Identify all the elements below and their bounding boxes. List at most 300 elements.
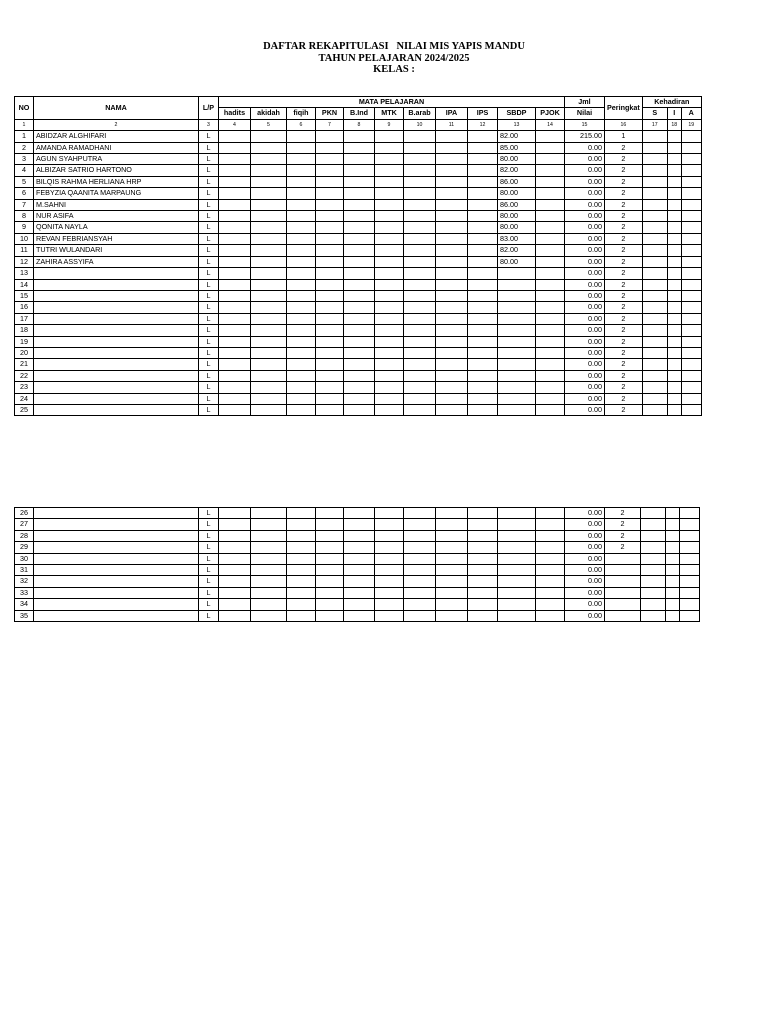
cell-subject bbox=[404, 519, 436, 530]
cell-subject bbox=[468, 393, 498, 404]
table-row bbox=[15, 268, 702, 279]
table-row bbox=[15, 404, 702, 415]
cell-subject bbox=[316, 268, 344, 279]
cell-lp: L bbox=[199, 359, 219, 370]
cell-peringkat: 2 bbox=[605, 268, 643, 279]
cell-subject bbox=[251, 302, 287, 313]
cell-sbdp bbox=[498, 610, 536, 621]
cell-sbdp bbox=[498, 382, 536, 393]
cell-attendance bbox=[667, 325, 681, 336]
cell-attendance bbox=[667, 370, 681, 381]
cell-peringkat: 2 bbox=[605, 142, 643, 153]
column-index: 10 bbox=[404, 119, 436, 130]
table-row bbox=[15, 290, 702, 301]
cell-subject bbox=[344, 199, 375, 210]
cell-no: 10 bbox=[15, 233, 34, 244]
cell-subject bbox=[219, 233, 251, 244]
cell-subject bbox=[404, 199, 436, 210]
cell-no: 3 bbox=[15, 154, 34, 165]
cell-attendance bbox=[681, 211, 701, 222]
cell-jml: 0.00 bbox=[565, 542, 605, 553]
cell-pjok bbox=[536, 587, 565, 598]
cell-nama bbox=[34, 610, 199, 621]
cell-attendance bbox=[666, 565, 680, 576]
cell-pjok bbox=[536, 256, 565, 267]
cell-jml: 0.00 bbox=[565, 599, 605, 610]
cell-subject bbox=[436, 188, 468, 199]
cell-attendance bbox=[681, 165, 701, 176]
table-row bbox=[15, 530, 700, 541]
cell-attendance bbox=[667, 256, 681, 267]
cell-nama: FEBYZIA QAANITA MARPAUNG bbox=[34, 188, 199, 199]
cell-attendance bbox=[642, 302, 667, 313]
cell-subject bbox=[287, 565, 316, 576]
cell-sbdp bbox=[498, 313, 536, 324]
cell-subject bbox=[251, 290, 287, 301]
cell-subject bbox=[287, 313, 316, 324]
cell-subject bbox=[219, 199, 251, 210]
cell-no: 33 bbox=[15, 587, 34, 598]
subject-header: akidah bbox=[251, 108, 287, 119]
cell-subject bbox=[468, 188, 498, 199]
cell-no: 28 bbox=[15, 530, 34, 541]
cell-pjok bbox=[536, 382, 565, 393]
cell-subject bbox=[251, 587, 287, 598]
cell-subject bbox=[468, 404, 498, 415]
table-row bbox=[15, 393, 702, 404]
cell-nama bbox=[34, 519, 199, 530]
cell-attendance bbox=[681, 142, 701, 153]
cell-subject bbox=[436, 530, 468, 541]
cell-attendance bbox=[680, 599, 700, 610]
cell-subject bbox=[344, 370, 375, 381]
cell-pjok bbox=[536, 359, 565, 370]
cell-subject bbox=[468, 256, 498, 267]
cell-jml: 0.00 bbox=[565, 256, 605, 267]
col-nama-header: NAMA bbox=[34, 97, 199, 120]
column-index: 2 bbox=[34, 119, 199, 130]
cell-subject bbox=[219, 222, 251, 233]
cell-subject bbox=[251, 565, 287, 576]
cell-peringkat bbox=[605, 587, 641, 598]
cell-jml: 0.00 bbox=[565, 404, 605, 415]
cell-subject bbox=[287, 290, 316, 301]
cell-jml: 0.00 bbox=[565, 211, 605, 222]
cell-subject bbox=[436, 325, 468, 336]
cell-peringkat: 2 bbox=[605, 176, 643, 187]
column-index: 13 bbox=[498, 119, 536, 130]
cell-lp: L bbox=[199, 519, 219, 530]
cell-subject bbox=[287, 542, 316, 553]
cell-jml: 0.00 bbox=[565, 302, 605, 313]
table-row bbox=[15, 176, 702, 187]
cell-subject bbox=[468, 142, 498, 153]
cell-peringkat: 2 bbox=[605, 508, 641, 519]
cell-subject bbox=[404, 336, 436, 347]
cell-pjok bbox=[536, 268, 565, 279]
cell-subject bbox=[344, 313, 375, 324]
cell-subject bbox=[375, 610, 404, 621]
report-title-block bbox=[0, 41, 768, 76]
cell-attendance bbox=[681, 188, 701, 199]
table-row bbox=[15, 222, 702, 233]
cell-sbdp bbox=[498, 325, 536, 336]
cell-subject bbox=[375, 290, 404, 301]
cell-subject bbox=[375, 142, 404, 153]
cell-attendance bbox=[666, 576, 680, 587]
cell-subject bbox=[404, 222, 436, 233]
subject-header: PKN bbox=[316, 108, 344, 119]
cell-peringkat: 2 bbox=[605, 359, 643, 370]
cell-jml: 0.00 bbox=[565, 199, 605, 210]
cell-attendance bbox=[680, 610, 700, 621]
cell-lp: L bbox=[199, 256, 219, 267]
cell-attendance bbox=[681, 382, 701, 393]
cell-subject bbox=[344, 302, 375, 313]
table-row bbox=[15, 313, 702, 324]
cell-lp: L bbox=[199, 211, 219, 222]
cell-subject bbox=[287, 176, 316, 187]
cell-subject bbox=[219, 565, 251, 576]
cell-sbdp bbox=[498, 279, 536, 290]
cell-lp: L bbox=[199, 290, 219, 301]
cell-subject bbox=[468, 519, 498, 530]
cell-sbdp: 86.00 bbox=[498, 176, 536, 187]
cell-sbdp bbox=[498, 576, 536, 587]
cell-subject bbox=[344, 279, 375, 290]
cell-no: 35 bbox=[15, 610, 34, 621]
cell-subject bbox=[316, 530, 344, 541]
subject-header: IPA bbox=[436, 108, 468, 119]
cell-peringkat bbox=[605, 610, 641, 621]
class-label: KELAS : bbox=[373, 64, 415, 75]
cell-subject bbox=[316, 188, 344, 199]
cell-no: 8 bbox=[15, 211, 34, 222]
cell-peringkat: 2 bbox=[605, 279, 643, 290]
cell-attendance bbox=[680, 576, 700, 587]
cell-peringkat: 1 bbox=[605, 131, 643, 142]
table-row bbox=[15, 610, 700, 621]
column-index: 17 bbox=[642, 119, 667, 130]
cell-subject bbox=[344, 519, 375, 530]
column-index: 12 bbox=[468, 119, 498, 130]
cell-subject bbox=[287, 370, 316, 381]
cell-subject bbox=[344, 404, 375, 415]
cell-nama bbox=[34, 382, 199, 393]
cell-pjok bbox=[536, 165, 565, 176]
cell-no: 19 bbox=[15, 336, 34, 347]
cell-subject bbox=[287, 222, 316, 233]
cell-pjok bbox=[536, 553, 565, 564]
cell-jml: 0.00 bbox=[565, 290, 605, 301]
cell-nama: REVAN FEBRIANSYAH bbox=[34, 233, 199, 244]
cell-peringkat: 2 bbox=[605, 211, 643, 222]
cell-sbdp: 85.00 bbox=[498, 142, 536, 153]
cell-subject bbox=[468, 222, 498, 233]
cell-subject bbox=[375, 279, 404, 290]
cell-subject bbox=[287, 233, 316, 244]
cell-subject bbox=[375, 188, 404, 199]
cell-sbdp bbox=[498, 290, 536, 301]
cell-attendance bbox=[642, 313, 667, 324]
cell-nama: NUR ASIFA bbox=[34, 211, 199, 222]
cell-attendance bbox=[667, 142, 681, 153]
table-row bbox=[15, 508, 700, 519]
cell-subject bbox=[219, 508, 251, 519]
cell-jml: 0.00 bbox=[565, 359, 605, 370]
cell-subject bbox=[316, 165, 344, 176]
cell-sbdp bbox=[498, 359, 536, 370]
cell-attendance bbox=[666, 599, 680, 610]
cell-jml: 0.00 bbox=[565, 245, 605, 256]
cell-no: 1 bbox=[15, 131, 34, 142]
cell-pjok bbox=[536, 142, 565, 153]
cell-subject bbox=[316, 336, 344, 347]
cell-subject bbox=[316, 245, 344, 256]
cell-subject bbox=[316, 359, 344, 370]
cell-lp: L bbox=[199, 268, 219, 279]
cell-subject bbox=[251, 336, 287, 347]
cell-subject bbox=[436, 233, 468, 244]
cell-attendance bbox=[667, 233, 681, 244]
cell-sbdp: 82.00 bbox=[498, 165, 536, 176]
cell-sbdp bbox=[498, 530, 536, 541]
cell-subject bbox=[436, 142, 468, 153]
cell-subject bbox=[251, 245, 287, 256]
cell-subject bbox=[404, 154, 436, 165]
cell-subject bbox=[287, 165, 316, 176]
cell-peringkat: 2 bbox=[605, 325, 643, 336]
cell-jml: 0.00 bbox=[565, 553, 605, 564]
cell-subject bbox=[404, 245, 436, 256]
cell-subject bbox=[404, 393, 436, 404]
cell-peringkat: 2 bbox=[605, 370, 643, 381]
cell-attendance bbox=[667, 211, 681, 222]
cell-lp: L bbox=[199, 370, 219, 381]
cell-subject bbox=[375, 268, 404, 279]
cell-subject bbox=[468, 553, 498, 564]
cell-nama: AGUN SYAHPUTRA bbox=[34, 154, 199, 165]
cell-subject bbox=[219, 154, 251, 165]
cell-subject bbox=[316, 553, 344, 564]
column-index: 9 bbox=[375, 119, 404, 130]
cell-attendance bbox=[641, 599, 666, 610]
cell-peringkat: 2 bbox=[605, 290, 643, 301]
cell-lp: L bbox=[199, 302, 219, 313]
cell-jml: 0.00 bbox=[565, 576, 605, 587]
cell-lp: L bbox=[199, 530, 219, 541]
cell-subject bbox=[287, 302, 316, 313]
cell-subject bbox=[287, 393, 316, 404]
cell-subject bbox=[404, 576, 436, 587]
cell-subject bbox=[404, 211, 436, 222]
cell-subject bbox=[251, 519, 287, 530]
cell-subject bbox=[316, 519, 344, 530]
cell-lp: L bbox=[199, 176, 219, 187]
cell-attendance bbox=[681, 370, 701, 381]
cell-subject bbox=[468, 530, 498, 541]
cell-lp: L bbox=[199, 553, 219, 564]
cell-subject bbox=[436, 382, 468, 393]
cell-attendance bbox=[641, 530, 666, 541]
table-row bbox=[15, 165, 702, 176]
cell-subject bbox=[316, 199, 344, 210]
cell-subject bbox=[219, 268, 251, 279]
cell-subject bbox=[404, 256, 436, 267]
cell-subject bbox=[344, 222, 375, 233]
cell-sbdp: 82.00 bbox=[498, 245, 536, 256]
cell-jml: 0.00 bbox=[565, 222, 605, 233]
cell-attendance bbox=[641, 565, 666, 576]
cell-attendance bbox=[680, 565, 700, 576]
cell-subject bbox=[251, 325, 287, 336]
cell-pjok bbox=[536, 610, 565, 621]
cell-attendance bbox=[681, 313, 701, 324]
cell-lp: L bbox=[199, 222, 219, 233]
cell-no: 31 bbox=[15, 565, 34, 576]
cell-attendance bbox=[642, 290, 667, 301]
cell-subject bbox=[344, 576, 375, 587]
cell-subject bbox=[436, 154, 468, 165]
table-row bbox=[15, 542, 700, 553]
cell-subject bbox=[375, 359, 404, 370]
cell-nama bbox=[34, 587, 199, 598]
cell-sbdp bbox=[498, 302, 536, 313]
cell-subject bbox=[404, 302, 436, 313]
cell-attendance bbox=[666, 587, 680, 598]
cell-sbdp: 80.00 bbox=[498, 211, 536, 222]
subject-header: SBDP bbox=[498, 108, 536, 119]
cell-subject bbox=[468, 325, 498, 336]
cell-subject bbox=[344, 245, 375, 256]
cell-subject bbox=[375, 393, 404, 404]
cell-subject bbox=[316, 542, 344, 553]
cell-subject bbox=[287, 359, 316, 370]
cell-subject bbox=[404, 165, 436, 176]
cell-subject bbox=[344, 542, 375, 553]
cell-subject bbox=[219, 347, 251, 358]
cell-attendance bbox=[667, 165, 681, 176]
table-row bbox=[15, 576, 700, 587]
cell-pjok bbox=[536, 188, 565, 199]
table-row bbox=[15, 188, 702, 199]
table-row bbox=[15, 359, 702, 370]
cell-subject bbox=[468, 382, 498, 393]
cell-subject bbox=[251, 165, 287, 176]
cell-subject bbox=[436, 359, 468, 370]
cell-subject bbox=[251, 279, 287, 290]
cell-no: 29 bbox=[15, 542, 34, 553]
cell-subject bbox=[375, 519, 404, 530]
cell-subject bbox=[251, 176, 287, 187]
cell-subject bbox=[316, 131, 344, 142]
cell-attendance bbox=[681, 290, 701, 301]
cell-subject bbox=[375, 211, 404, 222]
cell-no: 27 bbox=[15, 519, 34, 530]
cell-subject bbox=[344, 599, 375, 610]
cell-no: 9 bbox=[15, 222, 34, 233]
cell-subject bbox=[436, 165, 468, 176]
cell-attendance bbox=[681, 154, 701, 165]
cell-subject bbox=[344, 393, 375, 404]
cell-attendance bbox=[642, 154, 667, 165]
cell-subject bbox=[375, 154, 404, 165]
cell-subject bbox=[468, 370, 498, 381]
cell-sbdp bbox=[498, 393, 536, 404]
table-row bbox=[15, 131, 702, 142]
cell-peringkat bbox=[605, 576, 641, 587]
cell-subject bbox=[375, 336, 404, 347]
cell-subject bbox=[375, 347, 404, 358]
cell-subject bbox=[404, 542, 436, 553]
cell-subject bbox=[344, 290, 375, 301]
cell-subject bbox=[344, 382, 375, 393]
cell-no: 22 bbox=[15, 370, 34, 381]
table-row bbox=[15, 302, 702, 313]
cell-nama bbox=[34, 347, 199, 358]
student-rows bbox=[15, 131, 702, 416]
cell-pjok bbox=[536, 542, 565, 553]
cell-subject bbox=[436, 347, 468, 358]
table-row bbox=[15, 370, 702, 381]
cell-nama bbox=[34, 313, 199, 324]
subject-header: MTK bbox=[375, 108, 404, 119]
cell-lp: L bbox=[199, 188, 219, 199]
cell-attendance bbox=[667, 222, 681, 233]
cell-sbdp bbox=[498, 519, 536, 530]
cell-subject bbox=[287, 211, 316, 222]
cell-subject bbox=[404, 610, 436, 621]
cell-sbdp bbox=[498, 553, 536, 564]
cell-attendance bbox=[641, 576, 666, 587]
cell-nama bbox=[34, 302, 199, 313]
cell-subject bbox=[316, 347, 344, 358]
cell-attendance bbox=[641, 519, 666, 530]
cell-lp: L bbox=[199, 576, 219, 587]
cell-jml: 0.00 bbox=[565, 393, 605, 404]
cell-attendance bbox=[642, 211, 667, 222]
cell-attendance bbox=[681, 404, 701, 415]
cell-nama bbox=[34, 370, 199, 381]
cell-no: 18 bbox=[15, 325, 34, 336]
cell-subject bbox=[344, 131, 375, 142]
report-title: DAFTAR REKAPITULASI NILAI MIS YAPIS MANDU bbox=[263, 41, 525, 52]
cell-peringkat: 2 bbox=[605, 233, 643, 244]
cell-subject bbox=[287, 610, 316, 621]
cell-nama bbox=[34, 599, 199, 610]
cell-nama bbox=[34, 404, 199, 415]
cell-subject bbox=[436, 519, 468, 530]
cell-subject bbox=[344, 553, 375, 564]
table-row bbox=[15, 279, 702, 290]
cell-sbdp: 82.00 bbox=[498, 131, 536, 142]
cell-nama bbox=[34, 565, 199, 576]
cell-pjok bbox=[536, 279, 565, 290]
cell-pjok bbox=[536, 325, 565, 336]
cell-subject bbox=[251, 393, 287, 404]
cell-subject bbox=[219, 404, 251, 415]
cell-subject bbox=[219, 599, 251, 610]
cell-sbdp bbox=[498, 599, 536, 610]
cell-peringkat: 2 bbox=[605, 336, 643, 347]
cell-subject bbox=[287, 245, 316, 256]
cell-lp: L bbox=[199, 279, 219, 290]
cell-attendance bbox=[642, 336, 667, 347]
cell-subject bbox=[219, 188, 251, 199]
cell-subject bbox=[344, 359, 375, 370]
cell-subject bbox=[436, 587, 468, 598]
cell-attendance bbox=[681, 245, 701, 256]
